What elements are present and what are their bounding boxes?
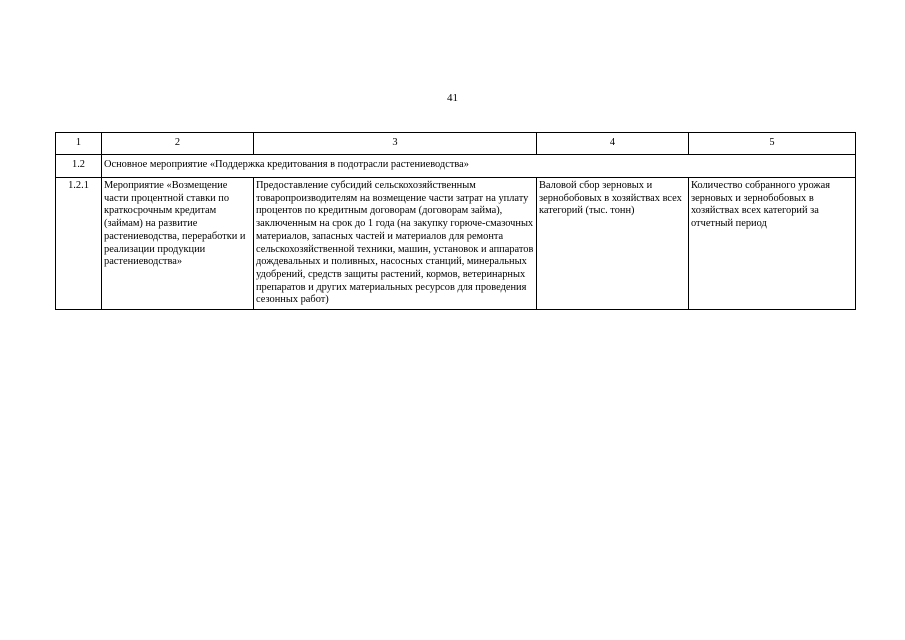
indicator-description-cell: Количество собранного урожая зерновых и зернобобовых в хозяйствах всех категорий за отчетный период [689, 178, 856, 310]
header-cell-2: 2 [102, 133, 254, 155]
program-table [55, 132, 856, 310]
indicator-cell: Валовой сбор зерновых и зернобобовых в хозяйствах всех категорий (тыс. тонн) [537, 178, 689, 310]
header-cell-5: 5 [689, 133, 856, 155]
header-cell-4: 4 [537, 133, 689, 155]
table-row [56, 178, 856, 310]
section-row [56, 155, 856, 178]
header-cell-3: 3 [254, 133, 537, 155]
row-number: 1.2.1 [56, 178, 102, 310]
header-cell-1: 1 [56, 133, 102, 155]
section-number: 1.2 [56, 155, 102, 178]
measure-name-cell: Мероприятие «Возмещение части процентной ставки по краткосрочным кредитам (займам) на развитие растениеводства, переработки и реализации продукции растениеводства» [102, 178, 254, 310]
page-number: 41 [447, 92, 458, 104]
section-title: Основное мероприятие «Поддержка кредитования в подотрасли растениеводства» [102, 155, 856, 178]
table-header-row [56, 133, 856, 155]
measure-description-cell: Предоставление субсидий сельскохозяйственным товаропроизводителям на возмещение части затрат на уплату процентов по кредитным договорам (договорам займа), заключенным на срок до 1 года (на закупку горюче-смазочных материалов, запасных частей и материалов для ремонта сельскохозяйственной техники, машин, установок и аппаратов дождевальных и поливных, насосных станций, минеральных удобрений, средств защиты растений, кормов, ветеринарных препаратов и других материальных ресурсов для проведения сезонных работ) [254, 178, 537, 310]
